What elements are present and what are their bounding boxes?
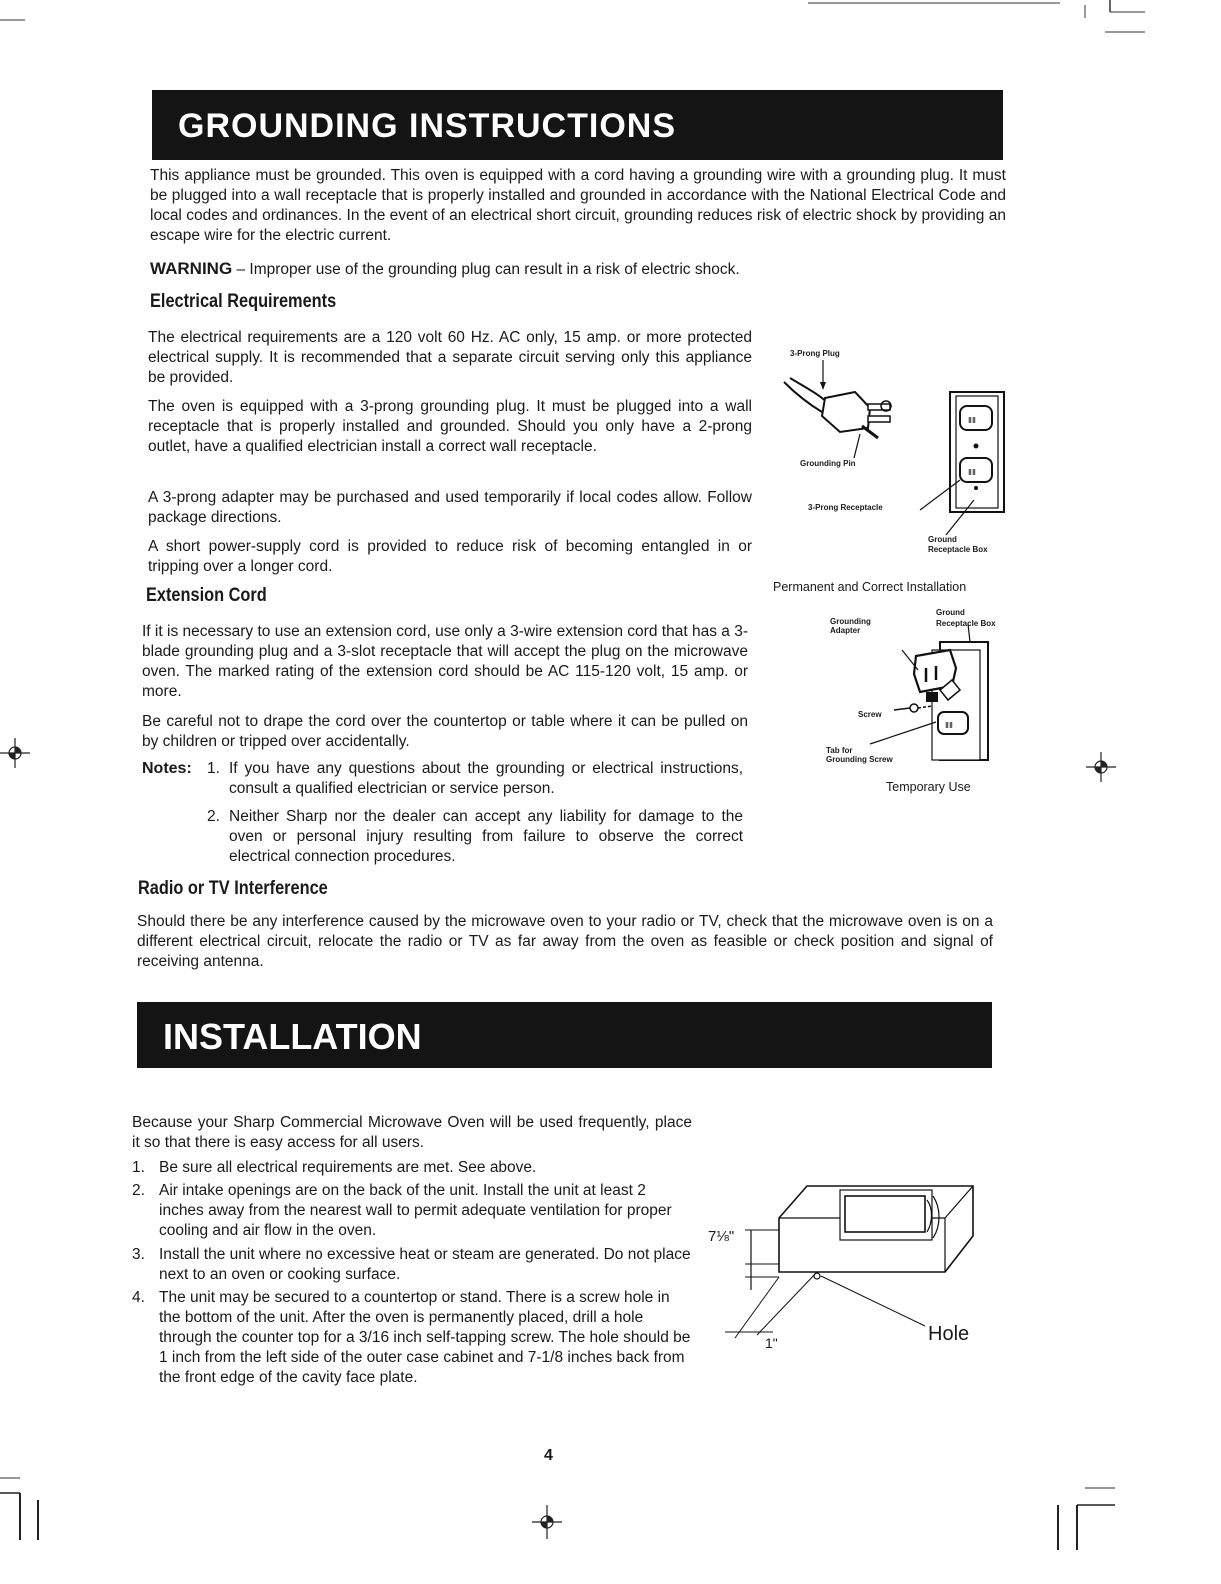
note-2-number: 2.	[207, 808, 220, 825]
electrical-paragraph-3: A 3-prong adapter may be purchased and used temporarily if local codes allow. Follow package directions.	[148, 489, 752, 526]
installation-title-banner	[137, 1002, 992, 1068]
install-item-4-number: 4.	[132, 1289, 145, 1306]
registration-target-bottom-icon	[532, 1505, 562, 1539]
extension-cord-heading: Extension Cord	[146, 585, 267, 606]
note-1-number: 1.	[207, 760, 220, 777]
electrical-paragraph-2: The oven is equipped with a 3-prong grounding plug. It must be plugged into a wall receptacle that is properly installed and grounded. Should you only have a 2-prong outlet, have a qualified electrician install a correct wall receptacle.	[148, 398, 752, 455]
label-ground-box-1: Ground	[928, 535, 957, 544]
label-grounding-adapter-2: Adapter	[830, 626, 861, 635]
radio-tv-paragraph: Should there be any interference caused by the microwave oven to your radio or TV, check that the microwave oven is on a different electrical circuit, relocate the radio or TV as far away from the oven as feasible or check position and signal of receiving antenna.	[137, 913, 993, 970]
radio-tv-heading: Radio or TV Interference	[138, 878, 328, 899]
electrical-paragraph-4: A short power-supply cord is provided to reduce risk of becoming entangled in or tripping over a longer cord.	[148, 538, 752, 575]
registration-target-right-icon	[1086, 752, 1116, 782]
caption-temporary: Temporary Use	[886, 780, 971, 794]
extension-paragraph-1: If it is necessary to use an extension cord, use only a 3-wire extension cord that has a 3-blade grounding plug and a 3-slot receptacle that will accept the plug on the microwave oven. The marked rating of the extension cord should be AC 115-120 volt, 15 amp. or more.	[142, 623, 748, 700]
label-3-prong-plug: 3-Prong Plug	[790, 349, 840, 358]
warning-label: WARNING	[150, 259, 233, 278]
label-tab-2: Grounding Screw	[826, 755, 893, 764]
dimension-side-label: 1"	[765, 1335, 778, 1351]
svg-text:ⅡⅡ: ⅡⅡ	[945, 721, 953, 730]
install-item-3-number: 3.	[132, 1246, 145, 1263]
label-tab-1: Tab for	[826, 746, 853, 755]
dimension-depth-label: 7⅛"	[708, 1228, 735, 1245]
install-item-2-text: Air intake openings are on the back of the unit. Install the unit at least 2 inches away from the nearest wall to permit adequate ventilation for proper cooling and air flow in the oven.	[159, 1182, 672, 1239]
warning-paragraph	[150, 259, 1010, 280]
warning-text: – Improper use of the grounding plug can result in a risk of electric shock.	[232, 261, 740, 278]
note-1-text: If you have any questions about the grounding or electrical instructions, consult a qualified electrician or service person.	[229, 760, 743, 797]
install-item-1-number: 1.	[132, 1159, 145, 1176]
caption-permanent: Permanent and Correct Installation	[773, 580, 967, 594]
extension-paragraph-2: Be careful not to drape the cord over the countertop or table where it can be pulled on by children or tripped over accidentally.	[142, 713, 748, 750]
notes-label: Notes:	[142, 760, 192, 777]
install-item-3-text: Install the unit where no excessive heat or steam are generated. Do not place next to an oven or cooking surface.	[159, 1246, 691, 1283]
hole-label: Hole	[928, 1323, 970, 1345]
electrical-requirements-heading: Electrical Requirements	[150, 291, 337, 312]
label-ground-box-2: Receptacle Box	[928, 545, 988, 554]
svg-text:ⅡⅡ: ⅡⅡ	[968, 468, 976, 477]
grounding-title-banner	[152, 90, 1003, 160]
electrical-paragraph-1: The electrical requirements are a 120 volt 60 Hz. AC only, 15 amp. or more protected electrical supply. It is recommended that a separate circuit serving only this appliance be provided.	[148, 329, 752, 386]
label-grounding-adapter-1: Grounding	[830, 617, 871, 626]
install-item-2-number: 2.	[132, 1182, 145, 1199]
label-grounding-pin: Grounding Pin	[800, 459, 856, 468]
label-temp-ground-box-2: Receptacle Box	[936, 619, 996, 628]
grounding-title: GROUNDING INSTRUCTIONS	[178, 107, 676, 145]
page-number: 4	[544, 1447, 553, 1464]
plug-receptacle-illustration	[770, 350, 1030, 550]
svg-text:ⅡⅡ: ⅡⅡ	[968, 416, 976, 425]
install-item-1-text: Be sure all electrical requirements are met. See above.	[159, 1159, 537, 1176]
registration-target-left-icon	[0, 738, 30, 768]
grounding-intro: This appliance must be grounded. This oven is equipped with a cord having a grounding wire with a grounding plug. It must be plugged into a wall receptacle that is properly installed and grounded in accordance with the National Electrical Code and local codes and ordinances. In the event of an electrical short circuit, grounding reduces risk of electric shock by providing an escape wire for the electric current.	[150, 167, 1006, 244]
note-2-text: Neither Sharp nor the dealer can accept any liability for damage to the oven or personal injury resulting from failure to observe the correct electrical connection procedures.	[229, 808, 743, 865]
adapter-illustration	[840, 620, 1040, 770]
label-screw: Screw	[858, 710, 882, 719]
install-item-4-text: The unit may be secured to a countertop or stand. There is a screw hole in the bottom of the unit. After the oven is permanently placed, drill a hole through the counter top for a 3/16 inch self-tapping screw. The hole should be 1 inch from the left side of the outer case cabinet and 7-1/8 inches back from the front edge of the cavity face plate.	[159, 1289, 691, 1386]
installation-intro: Because your Sharp Commercial Microwave Oven will be used frequently, place it so that there is easy access for all users.	[132, 1114, 692, 1151]
installation-title: INSTALLATION	[163, 1016, 422, 1057]
label-temp-ground-box-1: Ground	[936, 608, 965, 617]
label-3-prong-receptacle: 3-Prong Receptacle	[808, 503, 883, 512]
